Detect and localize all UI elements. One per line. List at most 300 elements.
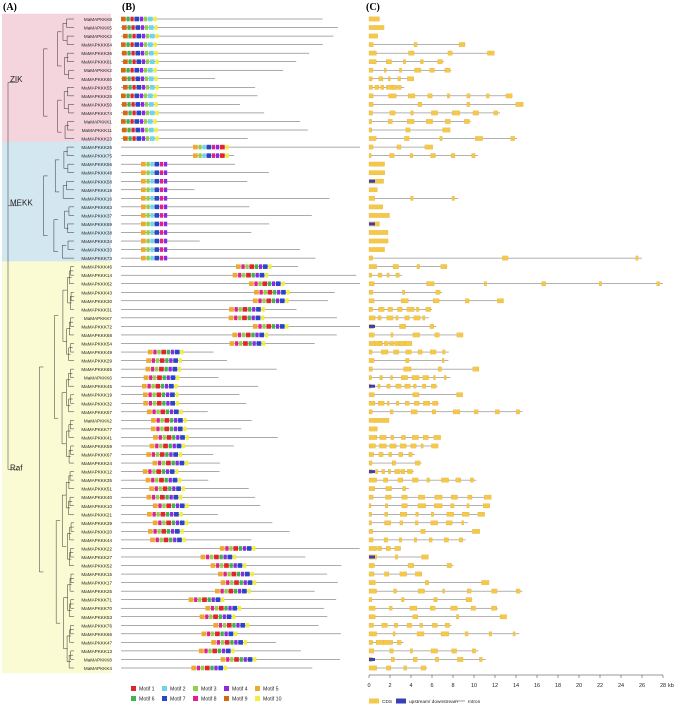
- motif-box: [135, 94, 140, 99]
- cds-exon: [443, 350, 446, 354]
- motif-box: [137, 34, 142, 39]
- motif-box: [148, 42, 153, 47]
- motif-box: [172, 486, 175, 491]
- cds-exon: [494, 111, 498, 115]
- motif-box: [152, 495, 155, 500]
- cds-exon: [430, 350, 436, 354]
- cds-exon: [444, 538, 448, 542]
- cds-exon: [390, 111, 396, 115]
- motif-box: [215, 632, 220, 637]
- motif-box: [256, 273, 259, 278]
- cds-exon: [404, 136, 409, 140]
- cds-exon: [387, 273, 389, 277]
- cds-exon: [386, 85, 392, 89]
- kb-axis-tick-label: 12: [491, 683, 499, 689]
- motif-box: [121, 68, 126, 73]
- motif-box: [248, 657, 253, 662]
- motif-box: [276, 281, 281, 286]
- gene-label: MaMAPKKK14: [81, 273, 112, 279]
- motif-box: [157, 418, 160, 423]
- motif-box: [151, 196, 154, 201]
- motif-box: [194, 597, 197, 602]
- motif-box: [172, 503, 175, 508]
- cds-exon: [467, 94, 470, 98]
- motif-box: [146, 111, 149, 116]
- motif-box: [154, 42, 157, 47]
- cds-exon: [542, 282, 546, 286]
- motif-box: [157, 392, 162, 397]
- motif-box: [173, 444, 176, 449]
- motif-box: [153, 529, 156, 534]
- motif-box: [160, 256, 163, 261]
- cds-exon: [384, 538, 388, 542]
- cds-exon: [418, 495, 425, 499]
- motif-box: [166, 392, 169, 397]
- motif-box: [177, 444, 182, 449]
- cds-exon: [445, 68, 450, 72]
- gene-label: MaMAPKKK48: [81, 170, 112, 176]
- cds-exon: [421, 666, 426, 670]
- motif-box: [216, 597, 221, 602]
- cds-exon: [457, 333, 463, 337]
- motif-box: [223, 614, 226, 619]
- motif-box: [199, 153, 202, 158]
- motif-box: [226, 145, 229, 150]
- motif-box: [142, 384, 147, 389]
- cds-exon: [393, 264, 399, 268]
- motif-box: [164, 213, 167, 218]
- cds-exon: [438, 367, 441, 371]
- cds-exon: [378, 546, 382, 550]
- motif-box: [147, 247, 150, 252]
- motif-box: [179, 410, 182, 415]
- motif-box: [146, 136, 149, 141]
- kb-axis-tick-label: 28: [659, 683, 667, 689]
- cds-exon: [378, 384, 380, 388]
- motif-box: [253, 580, 256, 585]
- cds-exon: [427, 282, 435, 286]
- cds-exon: [511, 136, 515, 140]
- cds-exon: [369, 358, 374, 362]
- cds-exon: [459, 42, 465, 46]
- motif-box: [148, 384, 151, 389]
- motif-box: [254, 281, 257, 286]
- cds-exon: [369, 512, 372, 516]
- motif-box: [131, 42, 134, 47]
- motif-box: [153, 461, 158, 466]
- motif-box: [170, 401, 175, 406]
- motif-box: [171, 350, 174, 355]
- cds-exon: [413, 393, 419, 397]
- motif-box: [211, 640, 216, 645]
- cds-exon: [432, 410, 436, 414]
- motif-box: [262, 281, 267, 286]
- cds-exon: [451, 495, 457, 499]
- cds-exon: [369, 273, 372, 277]
- motif-box: [243, 341, 248, 346]
- motif-box: [225, 589, 228, 594]
- motif-box: [155, 213, 160, 218]
- motif-box: [257, 341, 262, 346]
- cds-exon: [388, 469, 391, 473]
- gene-label: MaMAPKKK1: [83, 119, 112, 125]
- motif-box: [160, 495, 165, 500]
- motif-box: [156, 538, 159, 543]
- motif-box: [201, 666, 204, 671]
- motif-box: [174, 410, 179, 415]
- motif-box: [155, 222, 160, 227]
- utr-region: [369, 385, 375, 388]
- cds-exon: [401, 435, 405, 439]
- motif-box: [252, 307, 255, 312]
- motif-box: [176, 486, 181, 491]
- motif-box: [230, 580, 233, 585]
- kb-axis-tick-label: 24: [617, 683, 625, 689]
- cds-exon: [400, 444, 406, 448]
- motif-box: [203, 153, 206, 158]
- motif-legend-label: Motif 2: [170, 686, 186, 693]
- motif-box: [146, 358, 151, 363]
- cds-exon: [472, 529, 479, 533]
- motif-box: [285, 324, 288, 329]
- motif-box: [223, 623, 226, 628]
- cds-exon: [408, 51, 414, 55]
- motif-box: [224, 555, 227, 560]
- cds-exon: [415, 461, 420, 465]
- motif-box: [151, 187, 154, 192]
- gene-label: MaMAPKKK70: [81, 606, 112, 612]
- gene-label: MaMAPKKK8: [83, 657, 112, 663]
- motif-box: [129, 34, 132, 39]
- motif-box: [162, 392, 165, 397]
- cds-exon: [392, 461, 396, 465]
- motif-box: [169, 538, 172, 543]
- motif-box: [155, 25, 158, 30]
- motif-box: [128, 76, 131, 81]
- gene-label: MaMAPKKK37: [81, 213, 112, 219]
- cds-exon: [422, 384, 426, 388]
- cds-exon: [447, 512, 454, 516]
- cds-exon: [369, 393, 374, 397]
- motif-box: [180, 529, 183, 534]
- motif-box: [137, 85, 142, 90]
- motif-box: [172, 435, 175, 440]
- cds-exon: [516, 102, 524, 106]
- motif-box: [202, 632, 207, 637]
- motif-box: [150, 59, 155, 64]
- motif-box: [165, 384, 168, 389]
- motif-box: [141, 76, 144, 81]
- cds-exon: [434, 597, 438, 601]
- motif-box: [141, 213, 146, 218]
- motif-box: [173, 358, 178, 363]
- structure-legend-label: upstream/ downstream: [409, 700, 458, 705]
- motif-box: [241, 264, 244, 269]
- motif-box: [238, 273, 241, 278]
- motif-box: [230, 657, 233, 662]
- cds-exon: [467, 102, 470, 106]
- cds-exon: [467, 589, 471, 593]
- cds-exon: [369, 162, 385, 166]
- cds-exon: [484, 495, 491, 499]
- cds-exon: [408, 94, 415, 98]
- motif-box: [217, 640, 220, 645]
- motif-box: [147, 512, 152, 517]
- motif-box: [172, 461, 175, 466]
- cds-exon: [392, 85, 397, 89]
- motif-box: [238, 316, 241, 321]
- motif-box: [170, 427, 173, 432]
- motif-box: [200, 614, 205, 619]
- cds-exon: [405, 341, 412, 345]
- motif-box: [131, 68, 134, 73]
- motif-box: [246, 623, 249, 628]
- motif-box: [144, 375, 149, 380]
- structure-legend-swatch: [396, 699, 406, 704]
- motif-box: [166, 521, 171, 526]
- motif-box: [220, 555, 223, 560]
- motif-box: [160, 452, 165, 457]
- motif-box: [180, 435, 185, 440]
- gene-label: MaMAPKKK41: [81, 435, 112, 441]
- motif-box: [166, 469, 169, 474]
- motif-box: [204, 649, 207, 654]
- motif-box: [179, 358, 182, 363]
- motif-box: [216, 153, 219, 158]
- cds-exon: [390, 375, 392, 379]
- motif-box: [162, 521, 165, 526]
- motif-box: [287, 290, 290, 295]
- motif-box: [152, 469, 155, 474]
- cds-exon: [384, 341, 388, 345]
- motif-box: [148, 469, 151, 474]
- cds-exon: [430, 606, 435, 610]
- cds-exon: [369, 401, 375, 405]
- motif-box: [122, 76, 127, 81]
- gene-label: MaMAPKKK68: [81, 332, 112, 338]
- motif-box: [189, 597, 194, 602]
- motif-box: [135, 68, 140, 73]
- cds-exon: [391, 333, 393, 337]
- gene-label: MaMAPKKK7: [83, 315, 112, 321]
- cds-exon: [379, 444, 386, 448]
- motif-box: [156, 358, 159, 363]
- motif-box: [160, 427, 163, 432]
- gene-label: MaMAPKKK60: [81, 76, 112, 82]
- cds-exon: [369, 77, 372, 81]
- motif-box: [141, 102, 144, 107]
- cds-exon: [489, 632, 492, 636]
- motif-box: [147, 222, 150, 227]
- cds-exon: [412, 375, 419, 379]
- cds-exon: [414, 401, 419, 405]
- cds-exon: [447, 94, 450, 98]
- gene-label: MaMAPKKK39: [81, 520, 112, 526]
- kb-axis-tick-label: 18: [554, 683, 562, 689]
- cds-exon: [417, 264, 420, 268]
- gene-label: MaMAPKKK64: [81, 42, 112, 48]
- motif-box: [155, 170, 160, 175]
- motif-box: [151, 205, 154, 210]
- motif-box: [164, 239, 167, 244]
- gene-label: MaMAPKKK12: [81, 469, 112, 475]
- motif-box: [165, 452, 168, 457]
- cds-exon: [396, 401, 399, 405]
- cds-exon: [369, 171, 385, 175]
- cds-exon: [475, 136, 482, 140]
- motif-box: [248, 316, 251, 321]
- motif-box: [256, 316, 261, 321]
- motif-box: [221, 632, 224, 637]
- cds-exon: [369, 102, 373, 106]
- motif-box: [218, 666, 223, 671]
- motif-box: [154, 94, 157, 99]
- cds-exon: [456, 478, 461, 482]
- cds-exon: [418, 589, 425, 593]
- motif-box: [273, 290, 276, 295]
- motif-box: [218, 649, 221, 654]
- cds-exon: [459, 538, 463, 542]
- motif-box: [149, 401, 152, 406]
- gene-label: MaMAPKKK54: [81, 341, 112, 347]
- motif-box: [122, 51, 127, 56]
- motif-box: [183, 538, 186, 543]
- motif-box: [151, 162, 154, 167]
- cds-exon: [381, 350, 388, 354]
- gene-label: MaMAPKKK65: [81, 367, 112, 373]
- motif-box: [262, 307, 265, 312]
- motif-box: [159, 486, 162, 491]
- motif-box: [160, 358, 165, 363]
- motif-legend-swatch: [131, 696, 136, 701]
- motif-box: [144, 42, 147, 47]
- cds-exon: [414, 316, 421, 320]
- cds-exon: [401, 299, 408, 303]
- motif-box: [180, 521, 185, 526]
- motif-legend-swatch: [255, 686, 260, 691]
- motif-box: [141, 51, 144, 56]
- cds-exon: [430, 324, 434, 328]
- cds-exon: [390, 649, 394, 653]
- cds-exon: [426, 119, 432, 123]
- motif-box: [174, 418, 177, 423]
- gene-label: MaMAPKKK32: [81, 401, 112, 407]
- cds-exon: [413, 333, 420, 337]
- cds-exon: [410, 606, 417, 610]
- cds-exon: [399, 538, 402, 542]
- cds-exon: [411, 410, 417, 414]
- motif-box: [229, 589, 234, 594]
- cds-exon: [423, 435, 428, 439]
- motif-box: [141, 205, 146, 210]
- motif-box: [215, 606, 218, 611]
- motif-box: [160, 239, 163, 244]
- cds-exon: [379, 341, 382, 345]
- motif-box: [214, 666, 217, 671]
- motif-box: [176, 392, 179, 397]
- motif-box: [176, 401, 179, 406]
- cds-exon: [467, 504, 469, 508]
- motif-box: [147, 205, 150, 210]
- cds-exon: [414, 384, 417, 388]
- motif-box: [220, 563, 223, 568]
- motif-box: [234, 640, 237, 645]
- motif-box: [175, 469, 178, 474]
- cds-exon: [418, 102, 422, 106]
- cds-exon: [386, 486, 392, 490]
- cds-exon: [390, 640, 393, 644]
- kb-axis-tick-label: 4: [409, 683, 413, 689]
- motif-box: [234, 563, 237, 568]
- motif-box: [242, 273, 245, 278]
- motif-box: [166, 401, 169, 406]
- motif-box: [281, 281, 284, 286]
- motif-box: [155, 51, 158, 56]
- cds-exon: [441, 264, 447, 268]
- motif-box: [208, 649, 211, 654]
- cds-exon: [407, 77, 413, 81]
- motif-box: [132, 102, 135, 107]
- motif-box: [147, 213, 150, 218]
- motif-box: [155, 102, 158, 107]
- cds-exon: [375, 469, 377, 473]
- kb-axis-tick-label: 2: [388, 683, 392, 689]
- cds-exon: [425, 145, 433, 149]
- cds-exon: [369, 68, 373, 72]
- motif-box: [153, 392, 156, 397]
- motif-box: [167, 375, 170, 380]
- cds-exon: [369, 264, 377, 268]
- kb-axis-tick-label: 0: [367, 683, 371, 689]
- cds-exon: [406, 358, 409, 362]
- cds-exon: [414, 538, 417, 542]
- motif-box: [209, 614, 212, 619]
- motif-box: [142, 59, 145, 64]
- cds-exon: [405, 401, 409, 405]
- motif-box: [206, 555, 209, 560]
- utr-region: [369, 470, 375, 473]
- motif-box: [153, 521, 158, 526]
- motif-box: [238, 606, 241, 611]
- motif-box: [228, 606, 231, 611]
- motif-box: [132, 51, 135, 56]
- motif-box: [227, 614, 232, 619]
- motif-box: [169, 444, 172, 449]
- cds-exon: [369, 478, 377, 482]
- motif-box: [162, 503, 165, 508]
- motif-legend-label: Motif 1: [139, 686, 155, 693]
- cds-exon: [369, 410, 372, 414]
- cds-exon: [502, 256, 508, 260]
- motif-box: [247, 546, 252, 551]
- motif-box: [239, 546, 242, 551]
- motif-box: [262, 324, 265, 329]
- motif-box: [263, 264, 268, 269]
- motif-box: [226, 153, 229, 158]
- cds-exon: [466, 597, 472, 601]
- motif-box: [142, 34, 145, 39]
- motif-box: [164, 196, 167, 201]
- motif-box: [152, 452, 155, 457]
- cds-exon: [396, 273, 400, 277]
- cds-exon: [497, 299, 503, 303]
- motif-box: [221, 580, 226, 585]
- motif-box: [248, 589, 251, 594]
- motif-box: [141, 179, 146, 184]
- gene-label: MaMAPKKK31: [81, 307, 112, 313]
- motif-box: [178, 418, 183, 423]
- cds-exon: [413, 657, 417, 661]
